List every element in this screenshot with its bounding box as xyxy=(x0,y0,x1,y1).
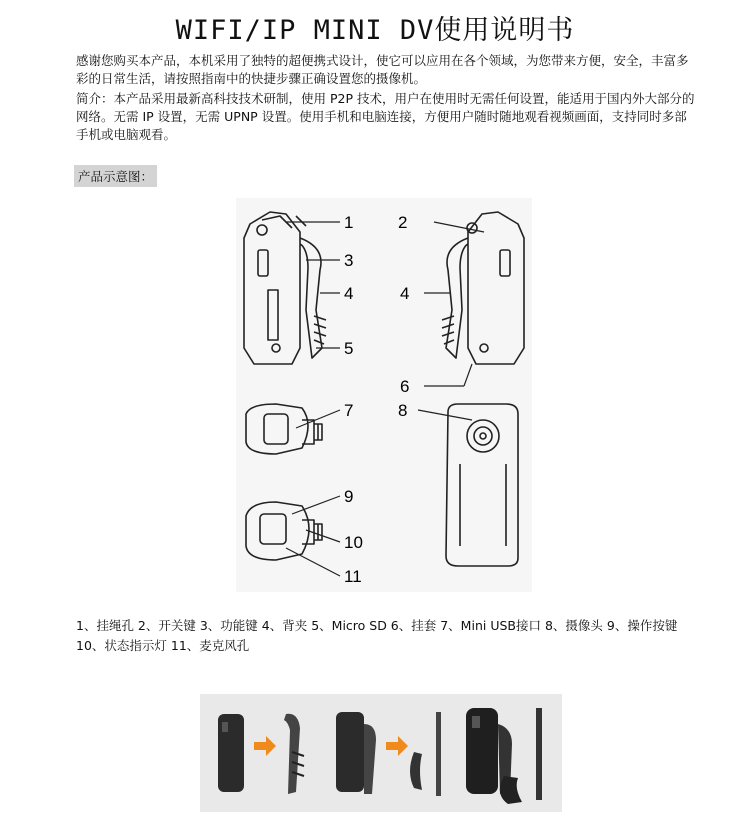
camera-front-view xyxy=(446,404,518,566)
section-label: 产品示意图： xyxy=(74,165,157,187)
callout-7: 7 xyxy=(344,401,354,420)
parts-legend: 1、挂绳孔 2、开关键 3、功能键 4、背夹 5、Micro SD 6、挂套 7、Mini USB接口 8、摄像头 9、操作按键 10、状态指示灯 11、麦克风孔 xyxy=(76,618,678,653)
camera-side-view-left xyxy=(244,212,326,364)
callout-4-left: 4 xyxy=(344,284,354,303)
callout-4-right: 4 xyxy=(400,284,410,303)
callout-11: 11 xyxy=(344,567,362,586)
page-title: WIFI/IP MINI DV使用说明书 xyxy=(175,15,575,46)
product-diagram xyxy=(236,198,532,592)
camera-top-view xyxy=(246,404,322,454)
callout-9: 9 xyxy=(344,487,354,506)
intro-paragraph: 感谢您购买本产品，本机采用了独特的超便携式设计，使它可以应用在各个领域，为您带来方便，安全，丰富多彩的日常生活，请按照指南中的快捷步骤正确设置您的摄像机。 xyxy=(76,53,689,86)
callout-2: 2 xyxy=(398,213,408,232)
summary-paragraph: 简介：本产品采用最新高科技技术研制，使用 P2P 技术，用户在使用时无需任何设置，能适用于国内外大部分的网络。无需 IP 设置，无需 UPNP 设置。使用手机和电脑连接，方便用户随时随地观看视频画面，支持同时多部手机或电脑观看。 xyxy=(76,91,695,142)
diagram-callouts xyxy=(344,213,409,586)
callout-10: 10 xyxy=(344,533,363,552)
callout-8: 8 xyxy=(398,401,408,420)
callout-3: 3 xyxy=(344,251,354,270)
callout-5: 5 xyxy=(344,339,354,358)
callout-6: 6 xyxy=(400,377,410,396)
clip-assembly-photo xyxy=(200,694,562,812)
camera-side-view-right xyxy=(442,212,524,364)
callout-1: 1 xyxy=(344,213,354,232)
